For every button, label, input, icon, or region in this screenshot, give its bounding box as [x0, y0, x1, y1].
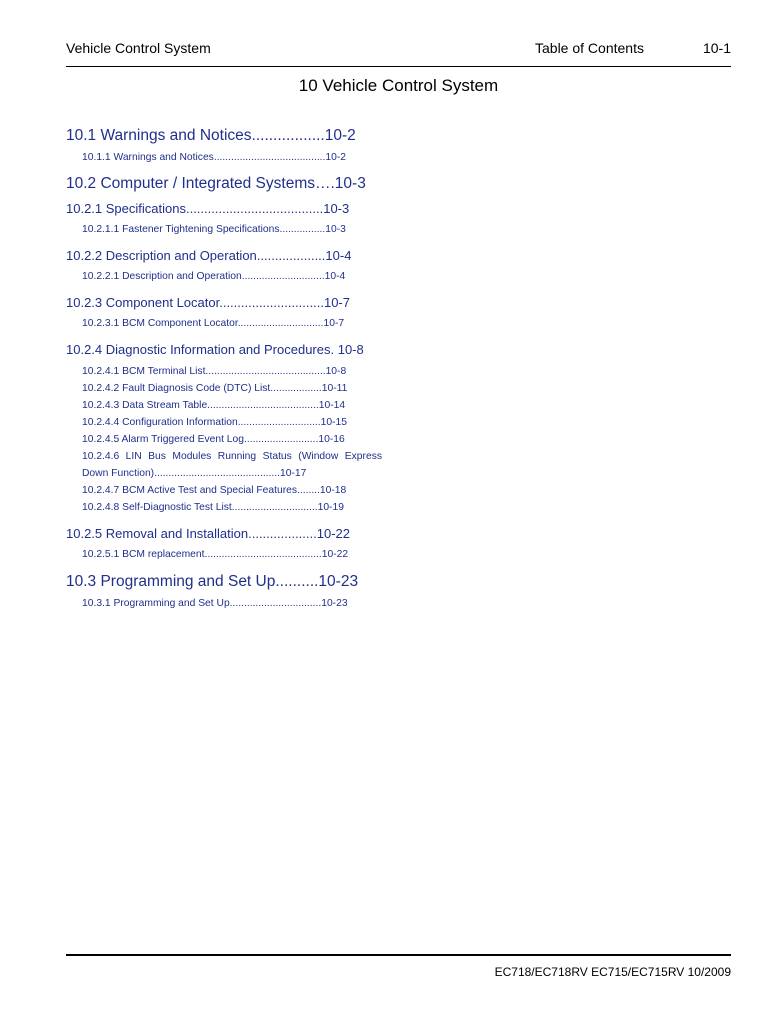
- toc-entry-level-2[interactable]: 10.2.4 Diagnostic Information and Procedures. 10-8: [66, 342, 364, 357]
- footer-divider: [66, 954, 731, 956]
- toc-entry-level-3[interactable]: 10.2.5.1 BCM replacement.........................................10-22: [82, 549, 349, 560]
- toc-entry-level-3[interactable]: 10.2.4.5 Alarm Triggered Event Log..........................10-16: [82, 434, 345, 445]
- toc-entry-level-3[interactable]: 10.2.3.1 BCM Component Locator..............................10-7: [82, 318, 345, 329]
- toc-entry-level-3[interactable]: 10.2.4.7 BCM Active Test and Special Features........10-18: [82, 485, 347, 496]
- table-of-contents: [66, 126, 382, 612]
- toc-entry-level-2[interactable]: 10.2.3 Component Locator.............................10-7: [66, 295, 350, 310]
- header-toc-label: Table of Contents: [535, 40, 644, 56]
- toc-entry-level-3[interactable]: 10.2.2.1 Description and Operation.............................10-4: [82, 271, 346, 282]
- toc-entry-level-2[interactable]: 10.2.1 Specifications......................................10-3: [66, 201, 350, 216]
- toc-entry-level-1[interactable]: 10.1 Warnings and Notices.................10-2: [66, 127, 356, 144]
- page-header: [66, 40, 731, 60]
- toc-entry-level-3[interactable]: 10.1.1 Warnings and Notices.......................................10-2: [82, 152, 347, 163]
- toc-entry-level-3[interactable]: 10.2.4.3 Data Stream Table.......................................10-14: [82, 400, 346, 411]
- toc-entry-level-1[interactable]: 10.3 Programming and Set Up..........10-23: [66, 573, 359, 590]
- header-divider: [66, 66, 731, 67]
- toc-entry-level-3[interactable]: 10.2.1.1 Fastener Tightening Specifications................10-3: [82, 224, 346, 235]
- toc-entry-level-1[interactable]: 10.2 Computer / Integrated Systems….10-3: [66, 175, 366, 192]
- toc-entry-level-3[interactable]: 10.3.1 Programming and Set Up................................10-23: [82, 598, 348, 609]
- toc-entry-level-3[interactable]: 10.2.4.6 LIN Bus Modules Running Status (Window Express Down Function)............................................10-17: [82, 451, 382, 479]
- header-page-number: 10-1: [702, 40, 731, 56]
- toc-entry-level-3[interactable]: 10.2.4.8 Self-Diagnostic Test List..............................10-19: [82, 502, 344, 513]
- header-section-title: Vehicle Control System: [66, 40, 211, 56]
- document-title: 10 Vehicle Control System: [298, 76, 499, 95]
- toc-entry-level-2[interactable]: 10.2.2 Description and Operation...................10-4: [66, 248, 352, 263]
- toc-entry-level-3[interactable]: 10.2.4.1 BCM Terminal List..........................................10-8: [82, 366, 347, 377]
- footer-model-date: EC718/EC718RV EC715/EC715RV 10/2009: [494, 965, 731, 979]
- toc-entry-level-2[interactable]: 10.2.5 Removal and Installation...................10-22: [66, 526, 350, 541]
- toc-entry-level-3[interactable]: 10.2.4.2 Fault Diagnosis Code (DTC) List..................10-11: [82, 383, 348, 394]
- toc-entry-level-3[interactable]: 10.2.4.4 Configuration Information.............................10-15: [82, 417, 347, 428]
